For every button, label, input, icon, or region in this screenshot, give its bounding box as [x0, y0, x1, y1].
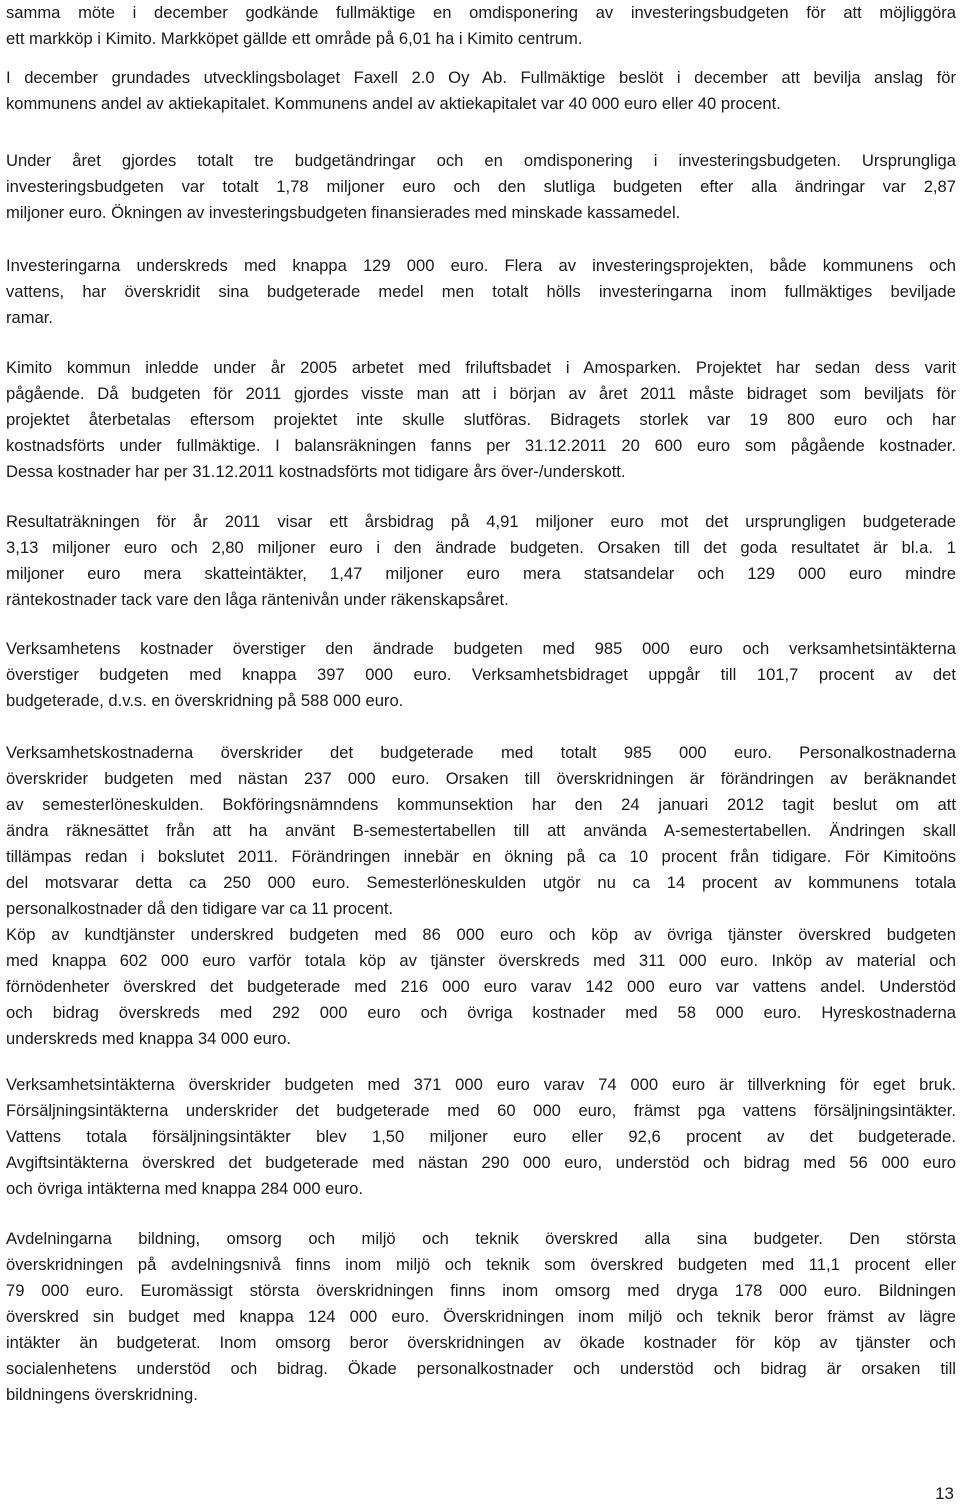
text-line: Avdelningarna bildning, omsorg och miljö och teknik överskred alla sina budgeter. Den största: [6, 1229, 956, 1248]
paragraph-budgetandringar: [6, 148, 956, 226]
text-line: Verksamhetsintäkterna överskrider budgeten med 371 000 euro varav 74 000 euro är tillverkning för eget bruk.: [6, 1075, 956, 1094]
text-line: bildningens överskridning.: [6, 1385, 198, 1404]
paragraph-verksamhetens-kostnader: [6, 636, 956, 714]
text-line: Avgiftsintäkterna överskred det budgeterade med nästan 290 000 euro, understöd och bidrag med 56 000 euro: [6, 1153, 956, 1172]
paragraph-resultatrakning: [6, 509, 956, 613]
text-line: ändra räknesättet från att ha använt B-semestertabellen till att använda A-semestertabellen. Ändringen skall: [6, 821, 956, 840]
paragraph-faxell: [6, 65, 956, 117]
text-line: Kimito kommun inledde under år 2005 arbetet med friluftsbadet i Amosparken. Projektet har sedan dess varit: [6, 358, 956, 377]
text-line: socialenhetens understöd och bidrag. Ökade personalkostnader och understöd och bidrag är orsaken till: [6, 1359, 956, 1378]
text-line: 3,13 miljoner euro och 2,80 miljoner euro i den ändrade budgeten. Orsaken till det goda resultatet är bl.a. 1: [6, 538, 956, 557]
text-line: överskred sin budget med knappa 124 000 euro. Överskridningen inom miljö och teknik beror främst av lägre: [6, 1307, 956, 1326]
text-line: underskreds med knappa 34 000 euro.: [6, 1029, 292, 1048]
paragraph-underskred: [6, 253, 956, 331]
text-line: Under året gjordes totalt tre budgetändringar och en omdisponering i investeringsbudgeten. Ursprungliga: [6, 151, 956, 170]
paragraph-verksamhetskostnaderna: [6, 740, 956, 1052]
paragraph-markkop: [6, 0, 956, 52]
text-line: I december grundades utvecklingsbolaget Faxell 2.0 Oy Ab. Fullmäktige beslöt i december att bevilja anslag för: [6, 68, 956, 87]
text-line: Verksamhetens kostnader överstiger den ändrade budgeten med 985 000 euro och verksamhetsintäkterna: [6, 639, 956, 658]
text-line: miljoner euro mera skatteintäkter, 1,47 miljoner euro mera statsandelar och 129 000 euro mindre: [6, 564, 956, 583]
text-line: investeringsbudgeten var totalt 1,78 miljoner euro och den slutliga budgeten efter alla ändringar var 2,87: [6, 177, 956, 196]
text-line: ramar.: [6, 308, 54, 327]
text-line: pågående. Då budgeten för 2011 gjordes visste man att i början av året 2011 måste bidraget som beviljats för: [6, 384, 956, 403]
text-line: räntekostnader tack vare den låga räntenivån under räkenskapsåret.: [6, 590, 509, 609]
text-line: Dessa kostnader har per 31.12.2011 kostnadsförts mot tidigare års över-/underskott.: [6, 462, 626, 481]
text-line: personalkostnader då den tidigare var ca 11 procent.: [6, 899, 394, 918]
text-line: samma möte i december godkände fullmäktige en omdisponering av investeringsbudgeten för att möjliggöra: [6, 3, 956, 22]
text-line: Resultaträkningen för år 2011 visar ett årsbidrag på 4,91 miljoner euro mot det ursprungligen budgeterade: [6, 512, 956, 531]
text-line: Vattens totala försäljningsintäkter blev 1,50 miljoner euro eller 92,6 procent av det budgeterade.: [6, 1127, 956, 1146]
page-number: 13: [935, 1484, 954, 1503]
text-line: och övriga intäkterna med knappa 284 000 euro.: [6, 1179, 364, 1198]
paragraph-friluftsbadet: [6, 355, 956, 485]
text-line: Investeringarna underskreds med knappa 129 000 euro. Flera av investeringsprojekten, både kommunens och: [6, 256, 956, 275]
text-line: förnödenheter överskred det budgeterade med 216 000 euro varav 142 000 euro var vattens andel. Understöd: [6, 977, 956, 996]
text-line: tillämpas redan i bokslutet 2011. Förändringen innebär en ökning på ca 10 procent från tidigare. För Kimitoöns: [6, 847, 956, 866]
text-line: och bidrag överskreds med 292 000 euro och övriga kostnader med 58 000 euro. Hyreskostnaderna: [6, 1003, 956, 1022]
text-line: Köp av kundtjänster underskred budgeten med 86 000 euro och köp av övriga tjänster överskred budgeten: [6, 925, 956, 944]
text-line: överstiger budgeten med knappa 397 000 euro. Verksamhetsbidraget uppgår till 101,7 procent av det: [6, 665, 956, 684]
text-line: Försäljningsintäkterna underskrider det budgeterade med 60 000 euro, främst pga vattens försäljningsintäkter.: [6, 1101, 956, 1120]
paragraph-verksamhetsintakterna: [6, 1072, 956, 1202]
text-line: budgeterade, d.v.s. en överskridning på 588 000 euro.: [6, 691, 404, 710]
text-line: Verksamhetskostnaderna överskrider det budgeterade med totalt 985 000 euro. Personalkostnaderna: [6, 743, 956, 762]
paragraph-avdelningarna: [6, 1226, 956, 1408]
text-line: kostnadsförts under fullmäktige. I balansräkningen fanns per 31.12.2011 20 600 euro som pågående kostnader.: [6, 436, 956, 455]
text-line: med knappa 602 000 euro varför totala köp av tjänster överskreds med 311 000 euro. Inköp av material och: [6, 951, 956, 970]
text-line: projektet återbetalas eftersom projektet inte skulle slutföras. Bidragets storlek var 19 800 euro och har: [6, 410, 956, 429]
text-line: vattens, har överskridit sina budgeterade medel men totalt hölls investeringarna inom fullmäktiges beviljade: [6, 282, 956, 301]
text-line: ett markköp i Kimito. Markköpet gällde ett område på 6,01 ha i Kimito centrum.: [6, 29, 583, 48]
text-line: intäkter än budgeterat. Inom omsorg beror överskridningen av ökade kostnader för köp av tjänster och: [6, 1333, 956, 1352]
text-line: del motsvarar detta ca 250 000 euro. Semesterlöneskulden utgör nu ca 14 procent av kommunens totala: [6, 873, 956, 892]
text-line: överskrider budgeten med nästan 237 000 euro. Orsaken till överskridningen är förändringen av beräknandet: [6, 769, 956, 788]
text-line: miljoner euro. Ökningen av investeringsbudgeten finansierades med minskade kassamedel.: [6, 203, 681, 222]
text-line: överskridningen på avdelningsnivå finns inom miljö och teknik som överskred budgeten med 11,1 procent eller: [6, 1255, 956, 1274]
text-line: av semesterlöneskulden. Bokföringsnämndens kommunsektion har den 24 januari 2012 tagit beslut om att: [6, 795, 956, 814]
text-line: 79 000 euro. Euromässigt största överskridningen finns inom omsorg med dryga 178 000 euro. Bildningen: [6, 1281, 956, 1300]
text-line: kommunens andel av aktiekapitalet. Kommunens andel av aktiekapitalet var 40 000 euro eller 40 procent.: [6, 94, 781, 113]
